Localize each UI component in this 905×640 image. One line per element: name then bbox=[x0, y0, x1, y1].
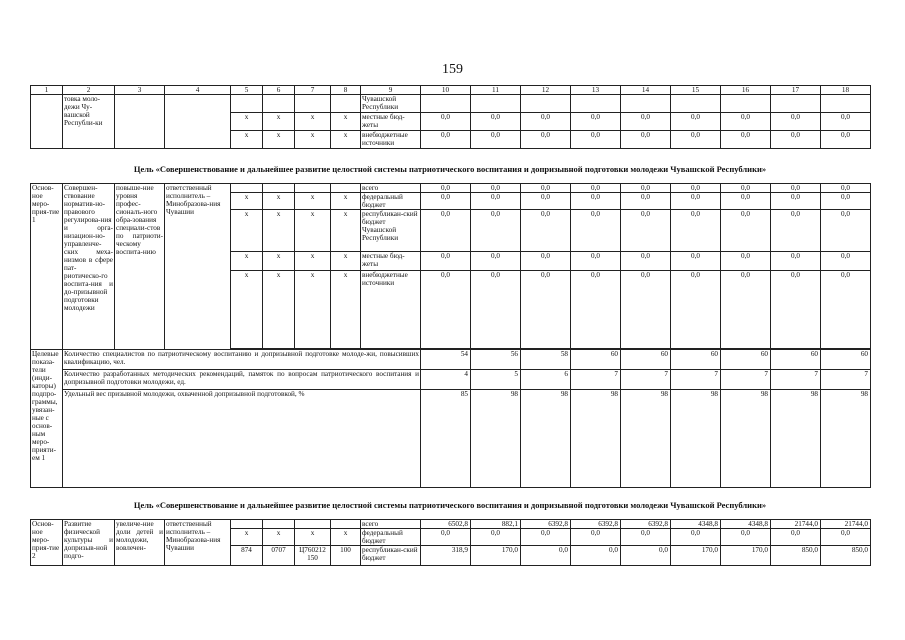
value-cell: 0,0 bbox=[621, 113, 671, 131]
value-cell: 0,0 bbox=[771, 184, 821, 193]
value-cell: 0,0 bbox=[621, 184, 671, 193]
source-cell: федеральный бюджет bbox=[361, 193, 421, 210]
value-cell: 0,0 bbox=[621, 271, 671, 349]
value-cell: 60 bbox=[571, 350, 621, 370]
goal-heading: Цель «Совершенствование и дальнейшее развитие целостной системы патриотического воспитания и допризывной подготовки молодежи Чувашской Республики» bbox=[133, 500, 767, 510]
value-cell: 0,0 bbox=[421, 184, 471, 193]
value-cell: 0,0 bbox=[621, 131, 671, 149]
value-cell: 4348,8 bbox=[721, 520, 771, 529]
value-cell: 4 bbox=[421, 370, 471, 390]
value-cell: 98 bbox=[471, 390, 521, 488]
value-cell: 0,0 bbox=[571, 271, 621, 349]
code-cell: x bbox=[263, 271, 295, 349]
col-num: 18 bbox=[821, 86, 871, 95]
code-cell: x bbox=[231, 113, 263, 131]
value-cell: 0,0 bbox=[521, 546, 571, 566]
code-cell: x bbox=[331, 529, 361, 546]
target-text: Количество разработанных методических рекомендаций, памяток по вопросам патриотического воспитания и допризывной подготовки молодежи, ед. bbox=[63, 370, 421, 390]
value-cell: 0,0 bbox=[471, 529, 521, 546]
value-cell: 0,0 bbox=[421, 193, 471, 210]
code-cell: x bbox=[231, 193, 263, 210]
column-number-row bbox=[31, 86, 871, 95]
value-cell: 0,0 bbox=[471, 184, 521, 193]
value-cell: 0,0 bbox=[621, 252, 671, 271]
col-num: 4 bbox=[165, 86, 231, 95]
table-row bbox=[31, 184, 871, 193]
col-num: 7 bbox=[295, 86, 331, 95]
expected-result-cell: увеличе-ние доли детей и молодежи, вовлечен- bbox=[115, 520, 165, 566]
value-cell: 0,0 bbox=[721, 193, 771, 210]
value-cell: 0,0 bbox=[571, 193, 621, 210]
table-activity-2 bbox=[30, 519, 871, 566]
col-num: 16 bbox=[721, 86, 771, 95]
activity-name-cell: товка моло-дежи Чу-вашской Республи-ки bbox=[63, 95, 115, 149]
code-cell: x bbox=[331, 271, 361, 349]
value-cell: 0,0 bbox=[821, 529, 871, 546]
value-cell: 0,0 bbox=[521, 210, 571, 252]
code-cell: x bbox=[231, 252, 263, 271]
code-cell: x bbox=[331, 113, 361, 131]
value-cell: 0,0 bbox=[621, 529, 671, 546]
value-cell: 0,0 bbox=[771, 210, 821, 252]
value-cell: 98 bbox=[721, 390, 771, 488]
value-cell: 0,0 bbox=[621, 546, 671, 566]
col-num: 2 bbox=[63, 86, 115, 95]
value-cell: 0,0 bbox=[821, 184, 871, 193]
value-cell: 0,0 bbox=[571, 184, 621, 193]
value-cell: 0,0 bbox=[521, 113, 571, 131]
source-cell: внебюджетные источники bbox=[361, 131, 421, 149]
code-cell: x bbox=[263, 193, 295, 210]
value-cell: 170,0 bbox=[721, 546, 771, 566]
table-activity-1 bbox=[30, 183, 871, 488]
value-cell: 5 bbox=[471, 370, 521, 390]
value-cell: 0,0 bbox=[721, 252, 771, 271]
code-cell: x bbox=[331, 131, 361, 149]
value-cell: 54 bbox=[421, 350, 471, 370]
value-cell: 7 bbox=[671, 370, 721, 390]
target-text: Количество специалистов по патриотическому воспитанию и допризывной подготовке молоде-жи, повысивших квалификацию, чел. bbox=[63, 350, 421, 370]
value-cell: 58 bbox=[521, 350, 571, 370]
code-cell: x bbox=[231, 131, 263, 149]
source-cell: местные бюд-жеты bbox=[361, 113, 421, 131]
code-cell: x bbox=[295, 193, 331, 210]
value-cell: 6502,8 bbox=[421, 520, 471, 529]
value-cell: 0,0 bbox=[821, 113, 871, 131]
source-cell: республикан-ский бюджет Чувашской Республики bbox=[361, 210, 421, 252]
value-cell: 0,0 bbox=[571, 546, 621, 566]
value-cell: 0,0 bbox=[671, 529, 721, 546]
source-cell: Чувашской Республики bbox=[361, 95, 421, 113]
source-cell: всего bbox=[361, 184, 421, 193]
value-cell: 0,0 bbox=[671, 210, 721, 252]
value-cell: 4348,8 bbox=[671, 520, 721, 529]
value-cell: 60 bbox=[671, 350, 721, 370]
source-cell: республикан-ский бюджет bbox=[361, 546, 421, 566]
value-cell: 0,0 bbox=[671, 271, 721, 349]
value-cell: 0,0 bbox=[771, 131, 821, 149]
code-cell: x bbox=[263, 210, 295, 252]
code-cell bbox=[295, 184, 331, 193]
activity-name-cell: Совершен-ствование норматив-но-правового регулирова-ния и орга-низацион-но-управленче-ских меха-низмов в сфере пат-риотическо-го воспита-ния и до-призывной подготовки молодежи bbox=[63, 184, 115, 350]
code-cell: x bbox=[295, 113, 331, 131]
value-cell: 0,0 bbox=[521, 252, 571, 271]
value-cell: 98 bbox=[621, 390, 671, 488]
value-cell: 7 bbox=[571, 370, 621, 390]
value-cell: 0,0 bbox=[721, 529, 771, 546]
value-cell: 0,0 bbox=[521, 193, 571, 210]
value-cell: 170,0 bbox=[471, 546, 521, 566]
target-text: Удельный вес призывной молодежи, охваченной допризывной подготовкой, % bbox=[63, 390, 421, 488]
value-cell: 0,0 bbox=[571, 113, 621, 131]
col-num: 3 bbox=[115, 86, 165, 95]
value-cell: 0,0 bbox=[821, 210, 871, 252]
value-cell: 60 bbox=[621, 350, 671, 370]
executor-cell: ответственный исполнитель – Минобразова-ния Чувашии bbox=[165, 184, 231, 350]
code-cell: x bbox=[263, 252, 295, 271]
value-cell: 7 bbox=[721, 370, 771, 390]
value-cell: 60 bbox=[821, 350, 871, 370]
value-cell: 318,9 bbox=[421, 546, 471, 566]
code-cell bbox=[263, 520, 295, 529]
col-num: 9 bbox=[361, 86, 421, 95]
code-cell: x bbox=[295, 252, 331, 271]
value-cell: 98 bbox=[571, 390, 621, 488]
code-cell: Ц760212 150 bbox=[295, 546, 331, 566]
value-cell: 7 bbox=[621, 370, 671, 390]
code-cell bbox=[331, 184, 361, 193]
value-cell: 0,0 bbox=[521, 184, 571, 193]
value-cell: 0,0 bbox=[721, 184, 771, 193]
value-cell: 0,0 bbox=[771, 193, 821, 210]
code-cell: x bbox=[295, 131, 331, 149]
code-cell: x bbox=[231, 271, 263, 349]
value-cell: 0,0 bbox=[621, 193, 671, 210]
value-cell: 7 bbox=[771, 370, 821, 390]
code-cell bbox=[231, 184, 263, 193]
value-cell: 0,0 bbox=[771, 113, 821, 131]
col-num: 8 bbox=[331, 86, 361, 95]
value-cell: 0,0 bbox=[421, 271, 471, 349]
source-cell: внебюджетные источники bbox=[361, 271, 421, 349]
value-cell: 0,0 bbox=[421, 210, 471, 252]
targets-label-cell: Целевые показа-тели (инди-каторы) подпро-граммы, увязан-ные с основ-ным меро-прияти-ем 1 bbox=[31, 350, 63, 488]
table-row bbox=[31, 370, 871, 390]
value-cell: 0,0 bbox=[471, 113, 521, 131]
source-cell: федеральный бюджет bbox=[361, 529, 421, 546]
table-row bbox=[31, 95, 871, 113]
col-num: 17 bbox=[771, 86, 821, 95]
activity-label-cell: Основ-ное меро-прия-тие 2 bbox=[31, 520, 63, 566]
code-cell: x bbox=[263, 529, 295, 546]
value-cell: 6392,8 bbox=[621, 520, 671, 529]
value-cell: 0,0 bbox=[521, 529, 571, 546]
code-cell: x bbox=[231, 529, 263, 546]
code-cell bbox=[295, 520, 331, 529]
col-num: 10 bbox=[421, 86, 471, 95]
value-cell: 98 bbox=[771, 390, 821, 488]
value-cell: 0,0 bbox=[771, 529, 821, 546]
col-num: 15 bbox=[671, 86, 721, 95]
value-cell: 98 bbox=[821, 390, 871, 488]
expected-result-cell: повыше-ние уровня профес-сионалъ-ного обра-зования специали-стов по патриоти-ческому воспита-нию bbox=[115, 184, 165, 350]
value-cell: 56 bbox=[471, 350, 521, 370]
value-cell: 98 bbox=[671, 390, 721, 488]
code-cell: x bbox=[295, 529, 331, 546]
code-cell: x bbox=[331, 252, 361, 271]
value-cell: 0,0 bbox=[471, 271, 521, 349]
code-cell: x bbox=[295, 210, 331, 252]
value-cell: 0,0 bbox=[821, 271, 871, 349]
value-cell: 0,0 bbox=[421, 529, 471, 546]
code-cell: 874 bbox=[231, 546, 263, 566]
value-cell: 0,0 bbox=[571, 131, 621, 149]
code-cell: 100 bbox=[331, 546, 361, 566]
value-cell: 0,0 bbox=[621, 210, 671, 252]
value-cell: 170,0 bbox=[671, 546, 721, 566]
value-cell: 882,1 bbox=[471, 520, 521, 529]
value-cell: 0,0 bbox=[671, 131, 721, 149]
value-cell: 0,0 bbox=[771, 271, 821, 349]
executor-cell: ответственный исполнитель – Минобразова-ния Чувашии bbox=[165, 520, 231, 566]
value-cell: 0,0 bbox=[821, 252, 871, 271]
code-cell: x bbox=[263, 113, 295, 131]
value-cell: 0,0 bbox=[671, 184, 721, 193]
code-cell: x bbox=[331, 193, 361, 210]
value-cell: 0,0 bbox=[821, 131, 871, 149]
value-cell: 21744,0 bbox=[821, 520, 871, 529]
value-cell: 21744,0 bbox=[771, 520, 821, 529]
value-cell: 0,0 bbox=[721, 271, 771, 349]
goal-heading: Цель «Совершенствование и дальнейшее развитие целостной системы патриотического воспитания и допризывной подготовки молодежи Чувашской Республики» bbox=[133, 164, 767, 174]
value-cell: 0,0 bbox=[771, 252, 821, 271]
value-cell: 0,0 bbox=[521, 131, 571, 149]
col-num: 14 bbox=[621, 86, 671, 95]
code-cell bbox=[231, 520, 263, 529]
value-cell: 850,0 bbox=[771, 546, 821, 566]
value-cell: 60 bbox=[771, 350, 821, 370]
value-cell: 6 bbox=[521, 370, 571, 390]
code-cell: x bbox=[331, 210, 361, 252]
col-num: 11 bbox=[471, 86, 521, 95]
value-cell: 0,0 bbox=[421, 131, 471, 149]
value-cell: 0,0 bbox=[421, 252, 471, 271]
code-cell: 0707 bbox=[263, 546, 295, 566]
activity-name-cell: Развитие физической культуры и допризыв-ной подго- bbox=[63, 520, 115, 566]
value-cell: 0,0 bbox=[521, 271, 571, 349]
value-cell: 0,0 bbox=[721, 131, 771, 149]
table-continuation bbox=[30, 85, 871, 149]
value-cell: 0,0 bbox=[821, 193, 871, 210]
value-cell: 60 bbox=[721, 350, 771, 370]
col-num: 6 bbox=[263, 86, 295, 95]
value-cell: 0,0 bbox=[471, 252, 521, 271]
value-cell: 0,0 bbox=[671, 193, 721, 210]
source-cell: местные бюд-жеты bbox=[361, 252, 421, 271]
value-cell: 0,0 bbox=[721, 113, 771, 131]
col-num: 1 bbox=[31, 86, 63, 95]
source-cell: всего bbox=[361, 520, 421, 529]
col-num: 13 bbox=[571, 86, 621, 95]
value-cell: 0,0 bbox=[571, 529, 621, 546]
value-cell: 0,0 bbox=[721, 210, 771, 252]
value-cell: 0,0 bbox=[571, 210, 621, 252]
value-cell: 850,0 bbox=[821, 546, 871, 566]
code-cell bbox=[331, 520, 361, 529]
table-row bbox=[31, 390, 871, 488]
value-cell: 0,0 bbox=[471, 193, 521, 210]
value-cell: 6392,8 bbox=[521, 520, 571, 529]
code-cell: x bbox=[231, 210, 263, 252]
code-cell: x bbox=[295, 271, 331, 349]
code-cell bbox=[263, 184, 295, 193]
table-row bbox=[31, 350, 871, 370]
value-cell: 98 bbox=[521, 390, 571, 488]
value-cell: 85 bbox=[421, 390, 471, 488]
value-cell: 7 bbox=[821, 370, 871, 390]
col-num: 5 bbox=[231, 86, 263, 95]
value-cell: 0,0 bbox=[571, 252, 621, 271]
page-number: 159 bbox=[442, 62, 463, 77]
table-row bbox=[31, 520, 871, 529]
value-cell: 6392,8 bbox=[571, 520, 621, 529]
activity-label-cell: Основ-ное меро-прия-тие 1 bbox=[31, 184, 63, 350]
code-cell: x bbox=[263, 131, 295, 149]
value-cell: 0,0 bbox=[471, 210, 521, 252]
col-num: 12 bbox=[521, 86, 571, 95]
value-cell: 0,0 bbox=[671, 252, 721, 271]
value-cell: 0,0 bbox=[671, 113, 721, 131]
value-cell: 0,0 bbox=[421, 113, 471, 131]
value-cell: 0,0 bbox=[471, 131, 521, 149]
